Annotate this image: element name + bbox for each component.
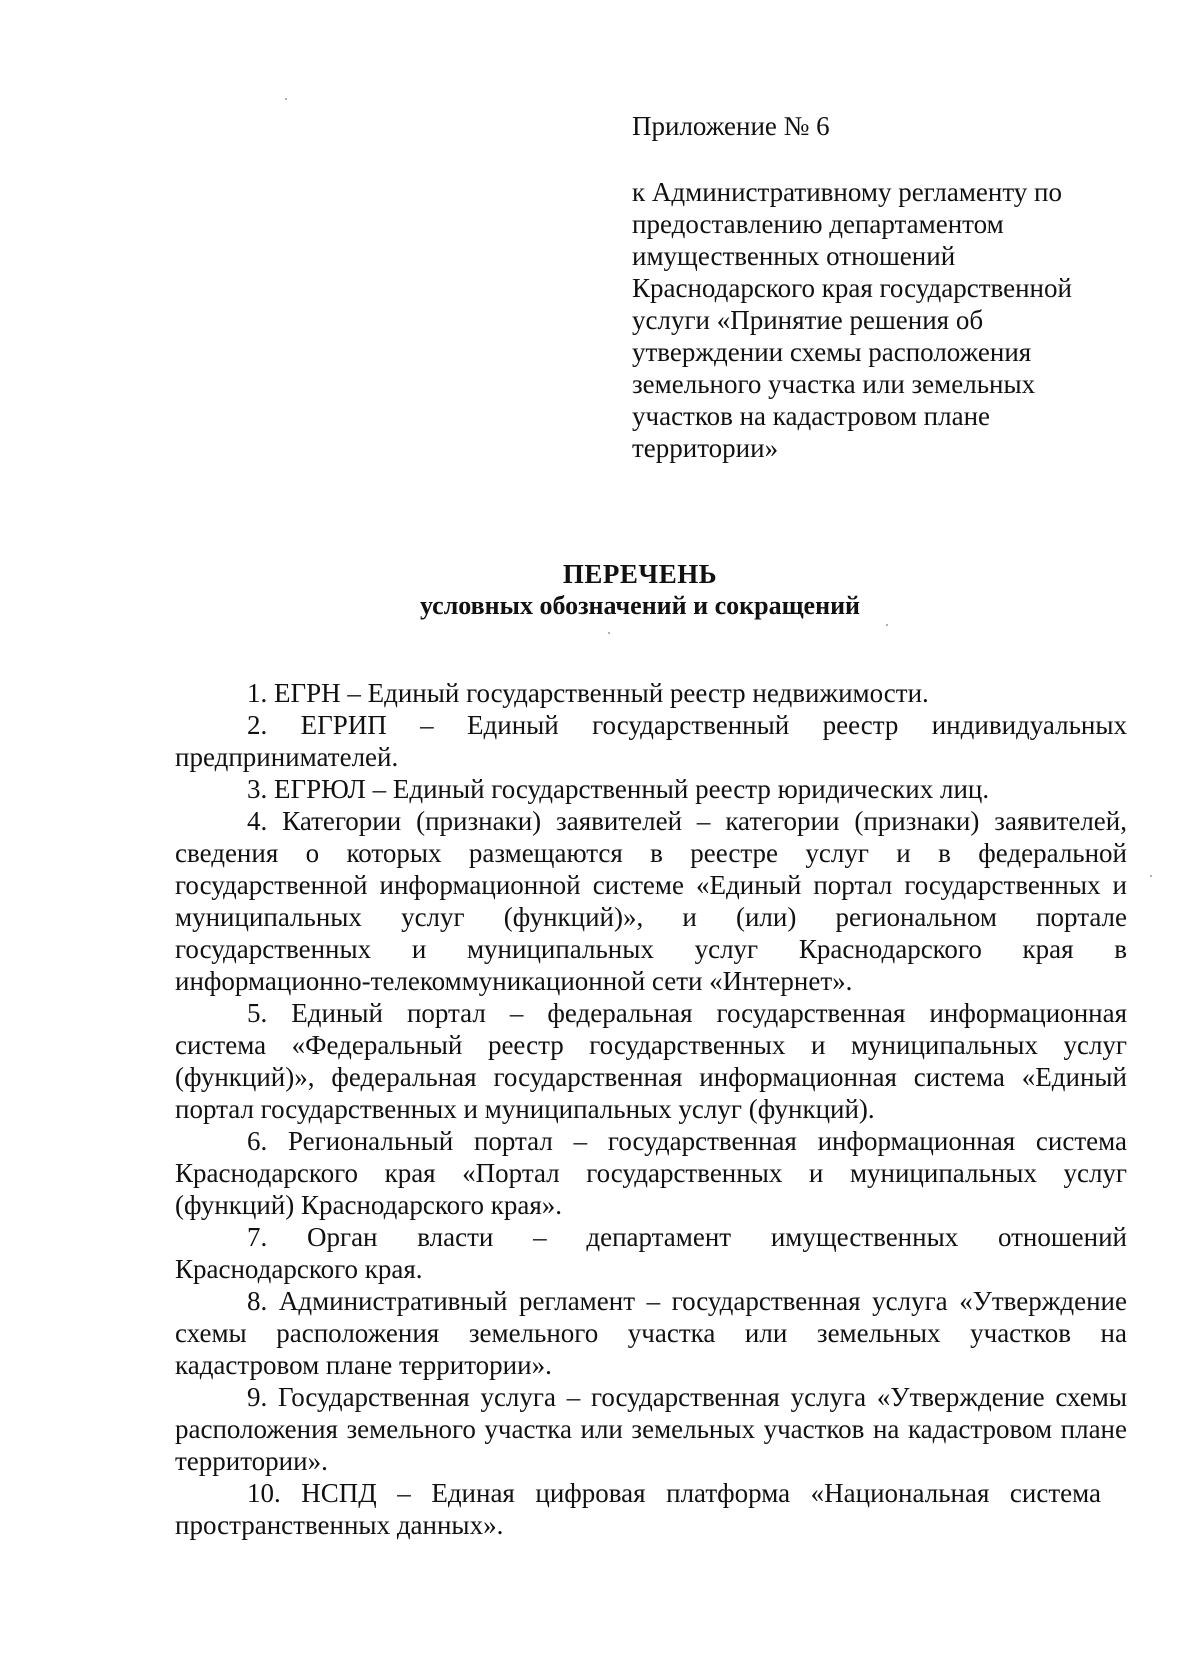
appendix-line: имущественных отношений [632, 241, 956, 271]
list-item-line: муниципальных услуг (функций)», и (или) региональном портале [175, 902, 1127, 932]
list-item-line: 6. Региональный портал – государственная информационная система [247, 1126, 1127, 1156]
list-item-line: 7. Орган власти – департамент имущественных отношений [247, 1222, 1127, 1252]
scan-speck [1150, 875, 1152, 877]
document-title: ПЕРЕЧЕНЬ [562, 559, 718, 589]
list-item-line: система «Федеральный реестр государственных и муниципальных услуг [175, 1030, 1127, 1060]
appendix-line: услуги «Принятие решения об [632, 305, 984, 335]
list-item-line: схемы расположения земельного участка или земельных участков на [175, 1318, 1127, 1348]
list-item-line: (функций)», федеральная государственная информационная система «Единый [175, 1062, 1127, 1092]
appendix-line: земельного участка или земельных [632, 369, 1036, 399]
list-item-line: (функций) Краснодарского края». [175, 1190, 562, 1220]
list-item-line: 2. ЕГРИП – Единый государственный реестр индивидуальных [247, 710, 1127, 740]
appendix-line: территории» [632, 433, 779, 463]
list-item-line: пространственных данных». [175, 1510, 504, 1540]
scan-speck [608, 632, 610, 634]
appendix-reference [632, 176, 1072, 464]
list-item-line: кадастровом плане территории». [175, 1350, 552, 1380]
scan-speck [886, 624, 888, 626]
list-item-line: Краснодарского края. [175, 1254, 423, 1284]
list-item-line: 9. Государственная услуга – государственная услуга «Утверждение схемы [247, 1382, 1127, 1412]
appendix-line: утверждении схемы расположения [632, 337, 1032, 367]
list-item-line: 5. Единый портал – федеральная государственная информационная [247, 998, 1127, 1028]
list-item-line: сведения о которых размещаются в реестре услуг и в федеральной [175, 838, 1127, 868]
list-item-line: информационно-телекоммуникационной сети «Интернет». [175, 966, 853, 996]
document-subtitle: условных обозначений и сокращений [419, 591, 861, 620]
appendix-line: предоставлению департаментом [632, 209, 1004, 239]
list-item-line: 3. ЕГРЮЛ – Единый государственный реестр юридических лиц. [247, 774, 990, 804]
list-item-line: Краснодарского края «Портал государственных и муниципальных услуг [175, 1158, 1127, 1188]
abbreviation-list [175, 677, 1127, 1541]
list-item-line: 10. НСПД – Единая цифровая платформа «Национальная система [247, 1478, 1101, 1508]
list-item-line: государственной информационной системе «Единый портал государственных и [175, 870, 1127, 900]
appendix-line: к Административному регламенту по [632, 177, 1063, 207]
appendix-line: участков на кадастровом плане [632, 401, 991, 431]
list-item-line: 4. Категории (признаки) заявителей – категории (признаки) заявителей, [247, 806, 1127, 836]
list-item-line: государственных и муниципальных услуг Краснодарского края в [175, 934, 1127, 964]
scan-speck [285, 98, 287, 100]
list-item-line: предпринимателей. [175, 742, 399, 772]
list-item-line: 8. Административный регламент – государственная услуга «Утверждение [247, 1286, 1127, 1316]
list-item-line: 1. ЕГРН – Единый государственный реестр недвижимости. [247, 678, 929, 708]
list-item-line: расположения земельного участка или земельных участков на кадастровом плане [175, 1414, 1127, 1444]
list-item-line: портал государственных и муниципальных услуг (функций). [175, 1094, 875, 1124]
appendix-label: Приложение № 6 [632, 111, 830, 141]
list-item-line: территории». [175, 1446, 328, 1476]
appendix-line: Краснодарского края государственной [632, 273, 1072, 303]
